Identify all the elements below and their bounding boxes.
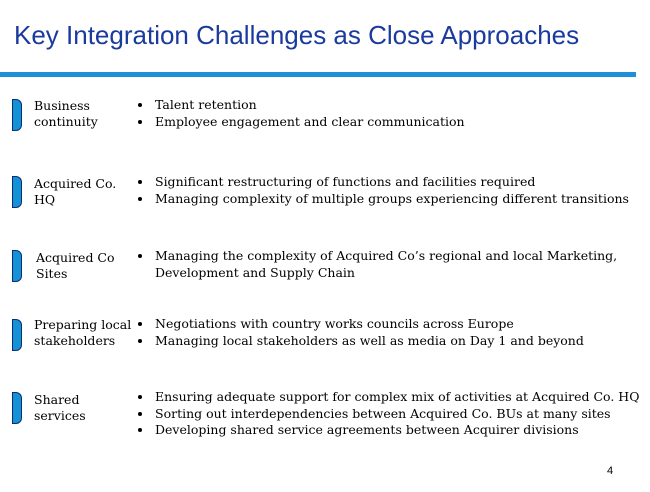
bullet-list [138, 248, 617, 281]
bullet-item: Developing shared service agreements between Acquirer divisions [138, 422, 639, 439]
bullet-item: Employee engagement and clear communication [138, 114, 465, 131]
section-label-line: stakeholders [34, 333, 116, 348]
bullet-item: Managing local stakeholders as well as media on Day 1 and beyond [138, 333, 584, 350]
bullet-list [138, 174, 629, 207]
section-label-line: Business [34, 98, 90, 113]
bullet-item: Managing the complexity of Acquired Co’s regional and local Marketing, [138, 248, 617, 265]
section-marker-icon [12, 250, 22, 282]
section-label [34, 176, 134, 208]
section-label-line: Acquired Co. [34, 176, 117, 191]
title-divider [0, 72, 636, 77]
bullet-item: Negotiations with country works councils across Europe [138, 316, 584, 333]
section-label-line: continuity [34, 114, 98, 129]
bullet-item-continuation: Development and Supply Chain [155, 264, 355, 280]
bullet-item: Talent retention [138, 97, 465, 114]
section-label-line: Acquired Co [36, 250, 115, 265]
bullet-item: Ensuring adequate support for complex mix of activities at Acquired Co. HQ [138, 389, 639, 406]
bullet-item: Managing complexity of multiple groups experiencing different transitions [138, 191, 629, 208]
slide-title: Key Integration Challenges as Close Approaches [14, 20, 580, 50]
section-label-line: Preparing local [34, 317, 132, 332]
section-label-line: Shared [34, 392, 80, 407]
section-marker-icon [12, 319, 22, 351]
bullet-list [138, 389, 639, 439]
bullet-list [138, 97, 465, 130]
section-marker-icon [12, 392, 22, 424]
bullet-item: Significant restructuring of functions and facilities required [138, 174, 629, 191]
section-label [34, 317, 134, 349]
section-label [36, 250, 136, 282]
bullet-list [138, 316, 584, 349]
section-label [34, 392, 134, 424]
section-label [34, 98, 134, 130]
page-number: 4 [607, 465, 614, 477]
section-label-line: services [34, 408, 86, 423]
section-marker-icon [12, 176, 22, 208]
bullet-item: Sorting out interdependencies between Acquired Co. BUs at many sites [138, 406, 639, 423]
section-label-line: HQ [34, 192, 56, 207]
section-label-line: Sites [36, 266, 68, 281]
section-marker-icon [12, 99, 22, 131]
